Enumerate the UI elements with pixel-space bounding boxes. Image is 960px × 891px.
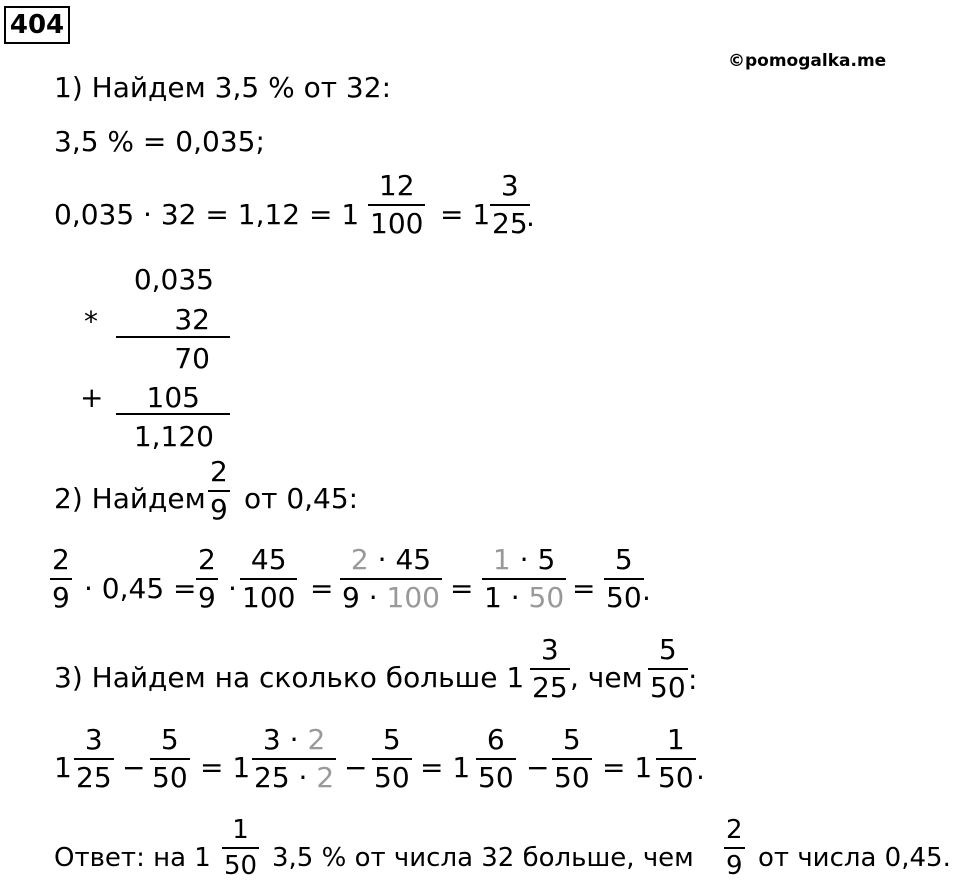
numerator: 5: [614, 543, 633, 576]
factor: 3 ·: [262, 723, 299, 756]
step2-term-1: · 0,45 =: [84, 572, 197, 605]
denominator: 9: [50, 578, 72, 612]
factor: 1 ·: [484, 581, 520, 614]
fraction-1-50: [656, 723, 696, 794]
equals-whole: = 1: [602, 751, 653, 784]
fraction-5-50: [604, 543, 644, 614]
answer-end: от числа 0,45.: [758, 843, 951, 873]
fraction-expanded: [252, 723, 336, 794]
denominator: [482, 578, 566, 612]
problem-number: 404: [4, 6, 70, 44]
multiplier: 2: [307, 723, 326, 756]
denominator: [340, 578, 442, 612]
numerator: 6: [486, 723, 505, 756]
column-top: 0,035: [133, 263, 214, 296]
fraction-12-100: [368, 169, 425, 240]
numerator: 3: [540, 633, 559, 666]
denominator: 25: [530, 668, 570, 702]
numerator: 3: [84, 723, 103, 756]
fraction-reduction-2: [482, 543, 566, 614]
multiplier: 2: [316, 761, 335, 794]
minus-sign: −: [526, 751, 550, 784]
denominator: 50: [648, 668, 688, 702]
fraction-2-9: [196, 543, 218, 614]
step1-line2-prefix: 0,035 · 32 = 1,12 = 1: [54, 198, 360, 231]
numerator: 5: [562, 723, 581, 756]
numerator: 2: [198, 543, 216, 576]
answer-prefix: Ответ: на 1: [54, 843, 211, 873]
column-rule-2: [116, 413, 230, 415]
column-result: 1,120: [133, 420, 214, 453]
column-mult-sign: *: [84, 305, 98, 338]
fraction-2-9: [50, 543, 72, 614]
numerator: [252, 723, 336, 758]
denominator: 50: [604, 578, 644, 612]
fraction-5-50: [648, 633, 688, 704]
factor: 25 ·: [254, 761, 308, 794]
equals-whole: = 1: [420, 751, 471, 784]
cancelled-factor: 50: [528, 581, 565, 614]
denominator: 100: [240, 578, 297, 612]
factor: · 45: [377, 543, 432, 576]
whole-part: 1: [54, 751, 72, 784]
denominator: 25: [74, 758, 114, 792]
denominator: 50: [222, 847, 259, 879]
denominator: 50: [656, 758, 696, 792]
denominator: 9: [196, 578, 218, 612]
denominator: 50: [150, 758, 190, 792]
watermark: ©pomogalka.me: [728, 51, 887, 71]
numerator: 5: [160, 723, 179, 756]
factor: · 5: [519, 543, 556, 576]
step3-heading-mid: , чем: [570, 661, 643, 694]
numerator: [340, 543, 442, 578]
answer-mid: 3,5 % от числа 32 больше, чем: [272, 843, 694, 873]
column-partial-1: 70: [174, 342, 210, 375]
equals-whole: = 1: [200, 751, 251, 784]
fraction-3-25: [74, 723, 114, 794]
step2-term-4: =: [450, 572, 474, 605]
numerator: 5: [658, 633, 677, 666]
step2-term-3: =: [310, 572, 334, 605]
fraction-5-50: [150, 723, 190, 794]
step1-heading: 1) Найдем 3,5 % от 32:: [54, 71, 391, 104]
numerator: 1: [666, 723, 685, 756]
fraction-5-50: [372, 723, 412, 794]
denominator: 50: [476, 758, 516, 792]
denominator: 9: [208, 490, 230, 524]
denominator: 50: [552, 758, 592, 792]
step1-line1: 3,5 % = 0,035;: [54, 125, 265, 158]
denominator: 25: [490, 204, 530, 238]
step3-heading-prefix: 3) Найдем на сколько больше 1: [54, 661, 525, 694]
cancelled-factor: 100: [386, 581, 440, 614]
numerator: 2: [210, 455, 228, 488]
step2-heading-suffix: от 0,45:: [244, 482, 359, 515]
numerator: 1: [232, 815, 249, 845]
step3-end: .: [696, 753, 705, 786]
fraction-2-9: [208, 455, 230, 526]
step2-end: .: [642, 574, 651, 607]
cancelled-factor: 2: [350, 543, 369, 576]
numerator: 12: [378, 169, 415, 202]
minus-sign: −: [122, 751, 146, 784]
numerator: 2: [52, 543, 70, 576]
step2-term-2: ·: [228, 572, 237, 605]
step2-heading-prefix: 2) Найдем: [54, 482, 206, 515]
column-plus-sign: +: [80, 381, 104, 414]
numerator: [482, 543, 566, 578]
numerator: 3: [500, 169, 519, 202]
numerator: 2: [726, 815, 743, 845]
numerator: 45: [250, 543, 287, 576]
cancelled-factor: 1: [492, 543, 511, 576]
step2-term-5: =: [572, 572, 596, 605]
fraction-1-50: [222, 817, 259, 879]
minus-sign: −: [344, 751, 368, 784]
denominator: 9: [724, 847, 745, 879]
fraction-reduction-1: [340, 543, 442, 614]
denominator: 50: [372, 758, 412, 792]
fraction-5-50: [552, 723, 592, 794]
numerator: 5: [382, 723, 401, 756]
column-rule-1: [116, 336, 230, 338]
column-partial-2: 105: [146, 381, 200, 414]
step1-end: .: [526, 200, 535, 233]
step3-heading-end: :: [688, 663, 698, 696]
column-multiplier: 32: [174, 303, 210, 336]
denominator: 100: [368, 204, 425, 238]
denominator: [252, 758, 336, 792]
step1-eq: = 1: [440, 198, 491, 231]
fraction-6-50: [476, 723, 516, 794]
factor: 9 ·: [342, 581, 378, 614]
fraction-3-25: [530, 633, 570, 704]
fraction-45-100: [240, 543, 297, 614]
fraction-2-9: [724, 817, 745, 879]
fraction-3-25: [490, 169, 530, 240]
